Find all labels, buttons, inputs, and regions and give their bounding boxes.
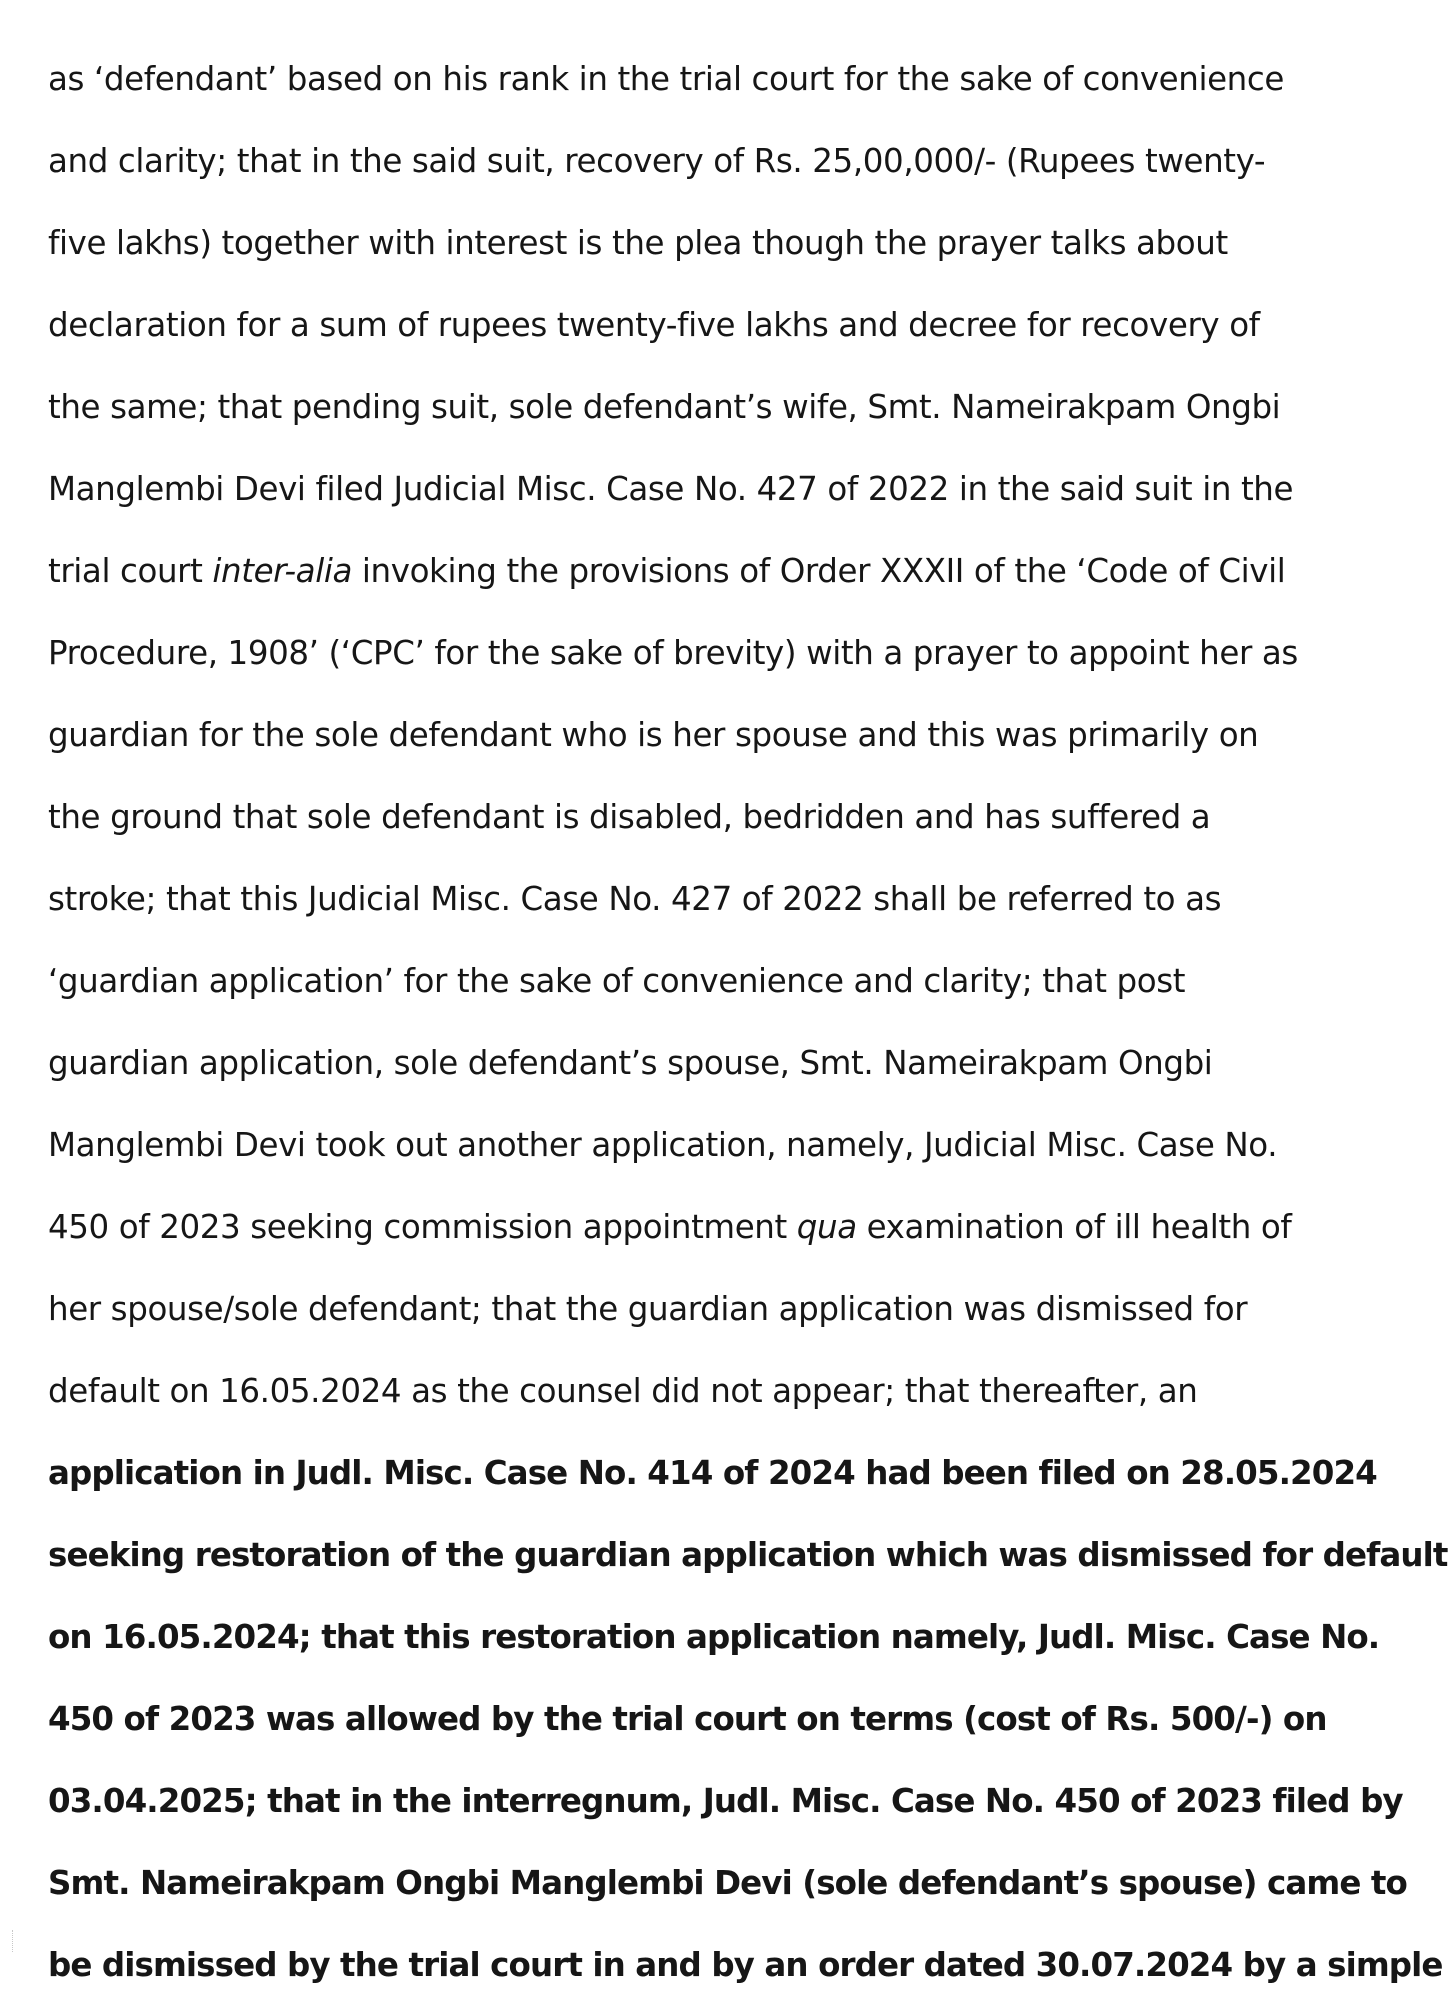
paragraph-line-2: and clarity; that in the said suit, recovery of Rs. 25,00,000/- (Rupees twenty- <box>48 142 1266 180</box>
paragraph-line-24: be dismissed by the trial court in and by an order dated 30.07.2024 by a simple <box>48 1946 1443 1984</box>
paragraph-line-4: declaration for a sum of rupees twenty-five lakhs and decree for recovery of <box>48 306 1260 344</box>
paragraph-line-3: five lakhs) together with interest is the plea though the prayer talks about <box>48 224 1228 262</box>
paragraph-line-19: seeking restoration of the guardian application which was dismissed for default <box>48 1536 1448 1574</box>
paragraph-line-23: Smt. Nameirakpam Ongbi Manglembi Devi (sole defendant’s spouse) came to <box>48 1864 1407 1902</box>
line-15-text-after: examination of ill health of <box>856 1208 1292 1246</box>
paragraph-line-16: her spouse/sole defendant; that the guardian application was dismissed for <box>48 1290 1248 1328</box>
paragraph-line-12: ‘guardian application’ for the sake of convenience and clarity; that post <box>48 962 1186 1000</box>
paragraph-line-1: as ‘defendant’ based on his rank in the trial court for the sake of convenience <box>48 60 1284 98</box>
paragraph-line-18: application in Judl. Misc. Case No. 414 of 2024 had been filed on 28.05.2024 <box>48 1454 1377 1492</box>
paragraph-line-20: on 16.05.2024; that this restoration application namely, Judl. Misc. Case No. <box>48 1618 1380 1656</box>
paragraph-line-9: guardian for the sole defendant who is her spouse and this was primarily on <box>48 716 1259 754</box>
paragraph-line-21: 450 of 2023 was allowed by the trial court on terms (cost of Rs. 500/-) on <box>48 1700 1327 1738</box>
paragraph-line-6: Manglembi Devi filed Judicial Misc. Case No. 427 of 2022 in the said suit in the <box>48 470 1294 508</box>
italic-qua: qua <box>796 1208 857 1246</box>
line-7-text-before: trial court <box>48 552 213 590</box>
paragraph-line-22: 03.04.2025; that in the interregnum, Judl. Misc. Case No. 450 of 2023 filed by <box>48 1782 1403 1820</box>
line-15-text-before: 450 of 2023 seeking commission appointment <box>48 1208 797 1246</box>
paragraph-line-8: Procedure, 1908’ (‘CPC’ for the sake of brevity) with a prayer to appoint her as <box>48 634 1298 672</box>
scan-edge-mark <box>12 1930 19 1952</box>
paragraph-line-14: Manglembi Devi took out another application, namely, Judicial Misc. Case No. <box>48 1126 1278 1164</box>
italic-inter-alia: inter-alia <box>212 552 352 590</box>
paragraph-line-11: stroke; that this Judicial Misc. Case No. 427 of 2022 shall be referred to as <box>48 880 1222 918</box>
paragraph-line-15 <box>48 1186 1292 1268</box>
paragraph-line-5: the same; that pending suit, sole defendant’s wife, Smt. Nameirakpam Ongbi <box>48 388 1281 426</box>
line-7-text-after: invoking the provisions of Order XXXII of the ‘Code of Civil <box>351 552 1286 590</box>
paragraph-line-10: the ground that sole defendant is disabled, bedridden and has suffered a <box>48 798 1211 836</box>
body-paragraph <box>48 38 1448 2006</box>
paragraph-line-17: default on 16.05.2024 as the counsel did not appear; that thereafter, an <box>48 1372 1198 1410</box>
paragraph-line-13: guardian application, sole defendant’s spouse, Smt. Nameirakpam Ongbi <box>48 1044 1213 1082</box>
paragraph-line-7 <box>48 530 1286 612</box>
